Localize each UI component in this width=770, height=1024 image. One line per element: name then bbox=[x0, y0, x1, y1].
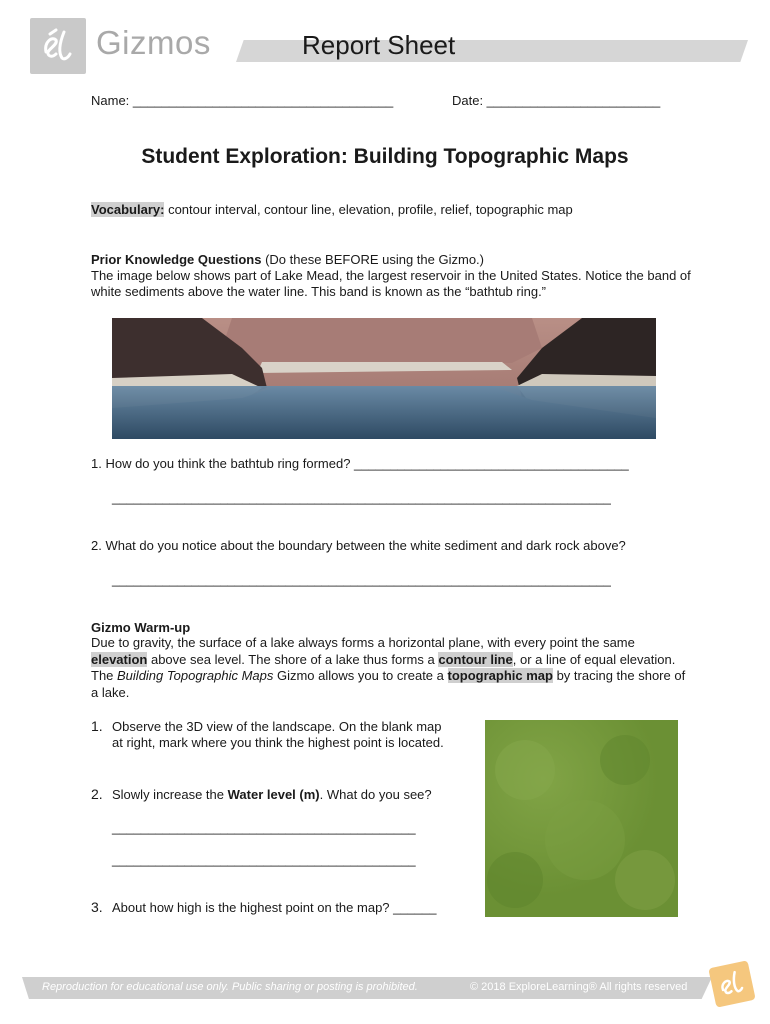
prior-knowledge-heading bbox=[91, 252, 484, 267]
warmup-text-2: above sea level. The shore of a lake thus forms a bbox=[147, 651, 439, 667]
warmup-q2-number: 2. bbox=[91, 786, 103, 802]
warmup-q2-post: . What do you see? bbox=[319, 787, 432, 802]
term-topographic-map: topographic map bbox=[447, 668, 553, 683]
vocabulary-line bbox=[91, 202, 573, 217]
answer-line-1[interactable]: _____________________________________________________________________ bbox=[112, 490, 611, 505]
warmup-q3-text[interactable]: About how high is the highest point on the map? ______ bbox=[112, 900, 437, 915]
warmup-q1-line1: Observe the 3D view of the landscape. On the blank map bbox=[112, 719, 442, 734]
warmup-q2-pre: Slowly increase the bbox=[112, 787, 228, 802]
vocabulary-terms: contour interval, contour line, elevation, profile, relief, topographic map bbox=[164, 202, 573, 217]
warmup-question-3 bbox=[91, 899, 481, 916]
gizmo-name: Building Topographic Maps bbox=[117, 668, 274, 683]
gizmos-logo bbox=[30, 18, 86, 74]
lake-mead-photo bbox=[112, 318, 656, 439]
term-contour-line: contour line bbox=[438, 651, 513, 667]
warmup-text-3: , or a line of equal elevation. The bbox=[91, 651, 676, 683]
warmup-q1-line2: at right, mark where you think the highest point is located. bbox=[112, 735, 444, 750]
warmup-question-2 bbox=[91, 786, 481, 803]
warmup-paragraph bbox=[91, 635, 691, 701]
footer-notice: Reproduction for educational use only. Public sharing or posting is prohibited. bbox=[42, 981, 418, 993]
date-field[interactable]: Date: ________________________ bbox=[452, 93, 661, 108]
warmup-heading: Gizmo Warm-up bbox=[91, 620, 191, 635]
warmup-text-5: by tracing the shore of a lake. bbox=[91, 668, 686, 700]
prior-knowledge-text: The image below shows part of Lake Mead, the largest reservoir in the United States. Notice the band of white sediments above the water line. This band is known as the “bathtub ring.” bbox=[91, 268, 691, 299]
footer-copyright: © 2018 ExploreLearning® All rights reserved bbox=[470, 981, 688, 993]
warmup-q1-number: 1. bbox=[91, 718, 103, 734]
question-2: 2. What do you notice about the boundary between the white sediment and dark rock above? bbox=[91, 538, 626, 553]
question-1: 1. How do you think the bathtub ring formed? ______________________________________ bbox=[91, 456, 629, 471]
warmup-answer-line-2[interactable]: __________________________________________ bbox=[112, 852, 416, 867]
warmup-text-1: Due to gravity, the surface of a lake always forms a horizontal plane, with every point the same bbox=[91, 635, 635, 650]
brand-name: Gizmos bbox=[96, 24, 211, 61]
name-field[interactable]: Name: ____________________________________ bbox=[91, 93, 394, 108]
warmup-answer-line-1[interactable]: __________________________________________ bbox=[112, 820, 416, 835]
warmup-q3-number: 3. bbox=[91, 899, 103, 915]
answer-line-2[interactable]: _____________________________________________________________________ bbox=[112, 572, 611, 587]
prior-heading-text: Prior Knowledge Questions bbox=[91, 252, 262, 267]
blank-map-image[interactable] bbox=[485, 720, 678, 917]
warmup-question-1 bbox=[91, 718, 481, 751]
term-elevation: elevation bbox=[91, 651, 148, 667]
prior-heading-note: (Do these BEFORE using the Gizmo.) bbox=[261, 252, 484, 267]
explorelearning-logo bbox=[708, 960, 755, 1007]
page-title: Report Sheet bbox=[302, 30, 456, 60]
warmup-text-4: Gizmo allows you to create a bbox=[273, 668, 448, 683]
water-level-term: Water level (m) bbox=[227, 787, 320, 802]
document-title: Student Exploration: Building Topographic Maps bbox=[141, 145, 629, 168]
vocabulary-label: Vocabulary: bbox=[91, 202, 165, 217]
